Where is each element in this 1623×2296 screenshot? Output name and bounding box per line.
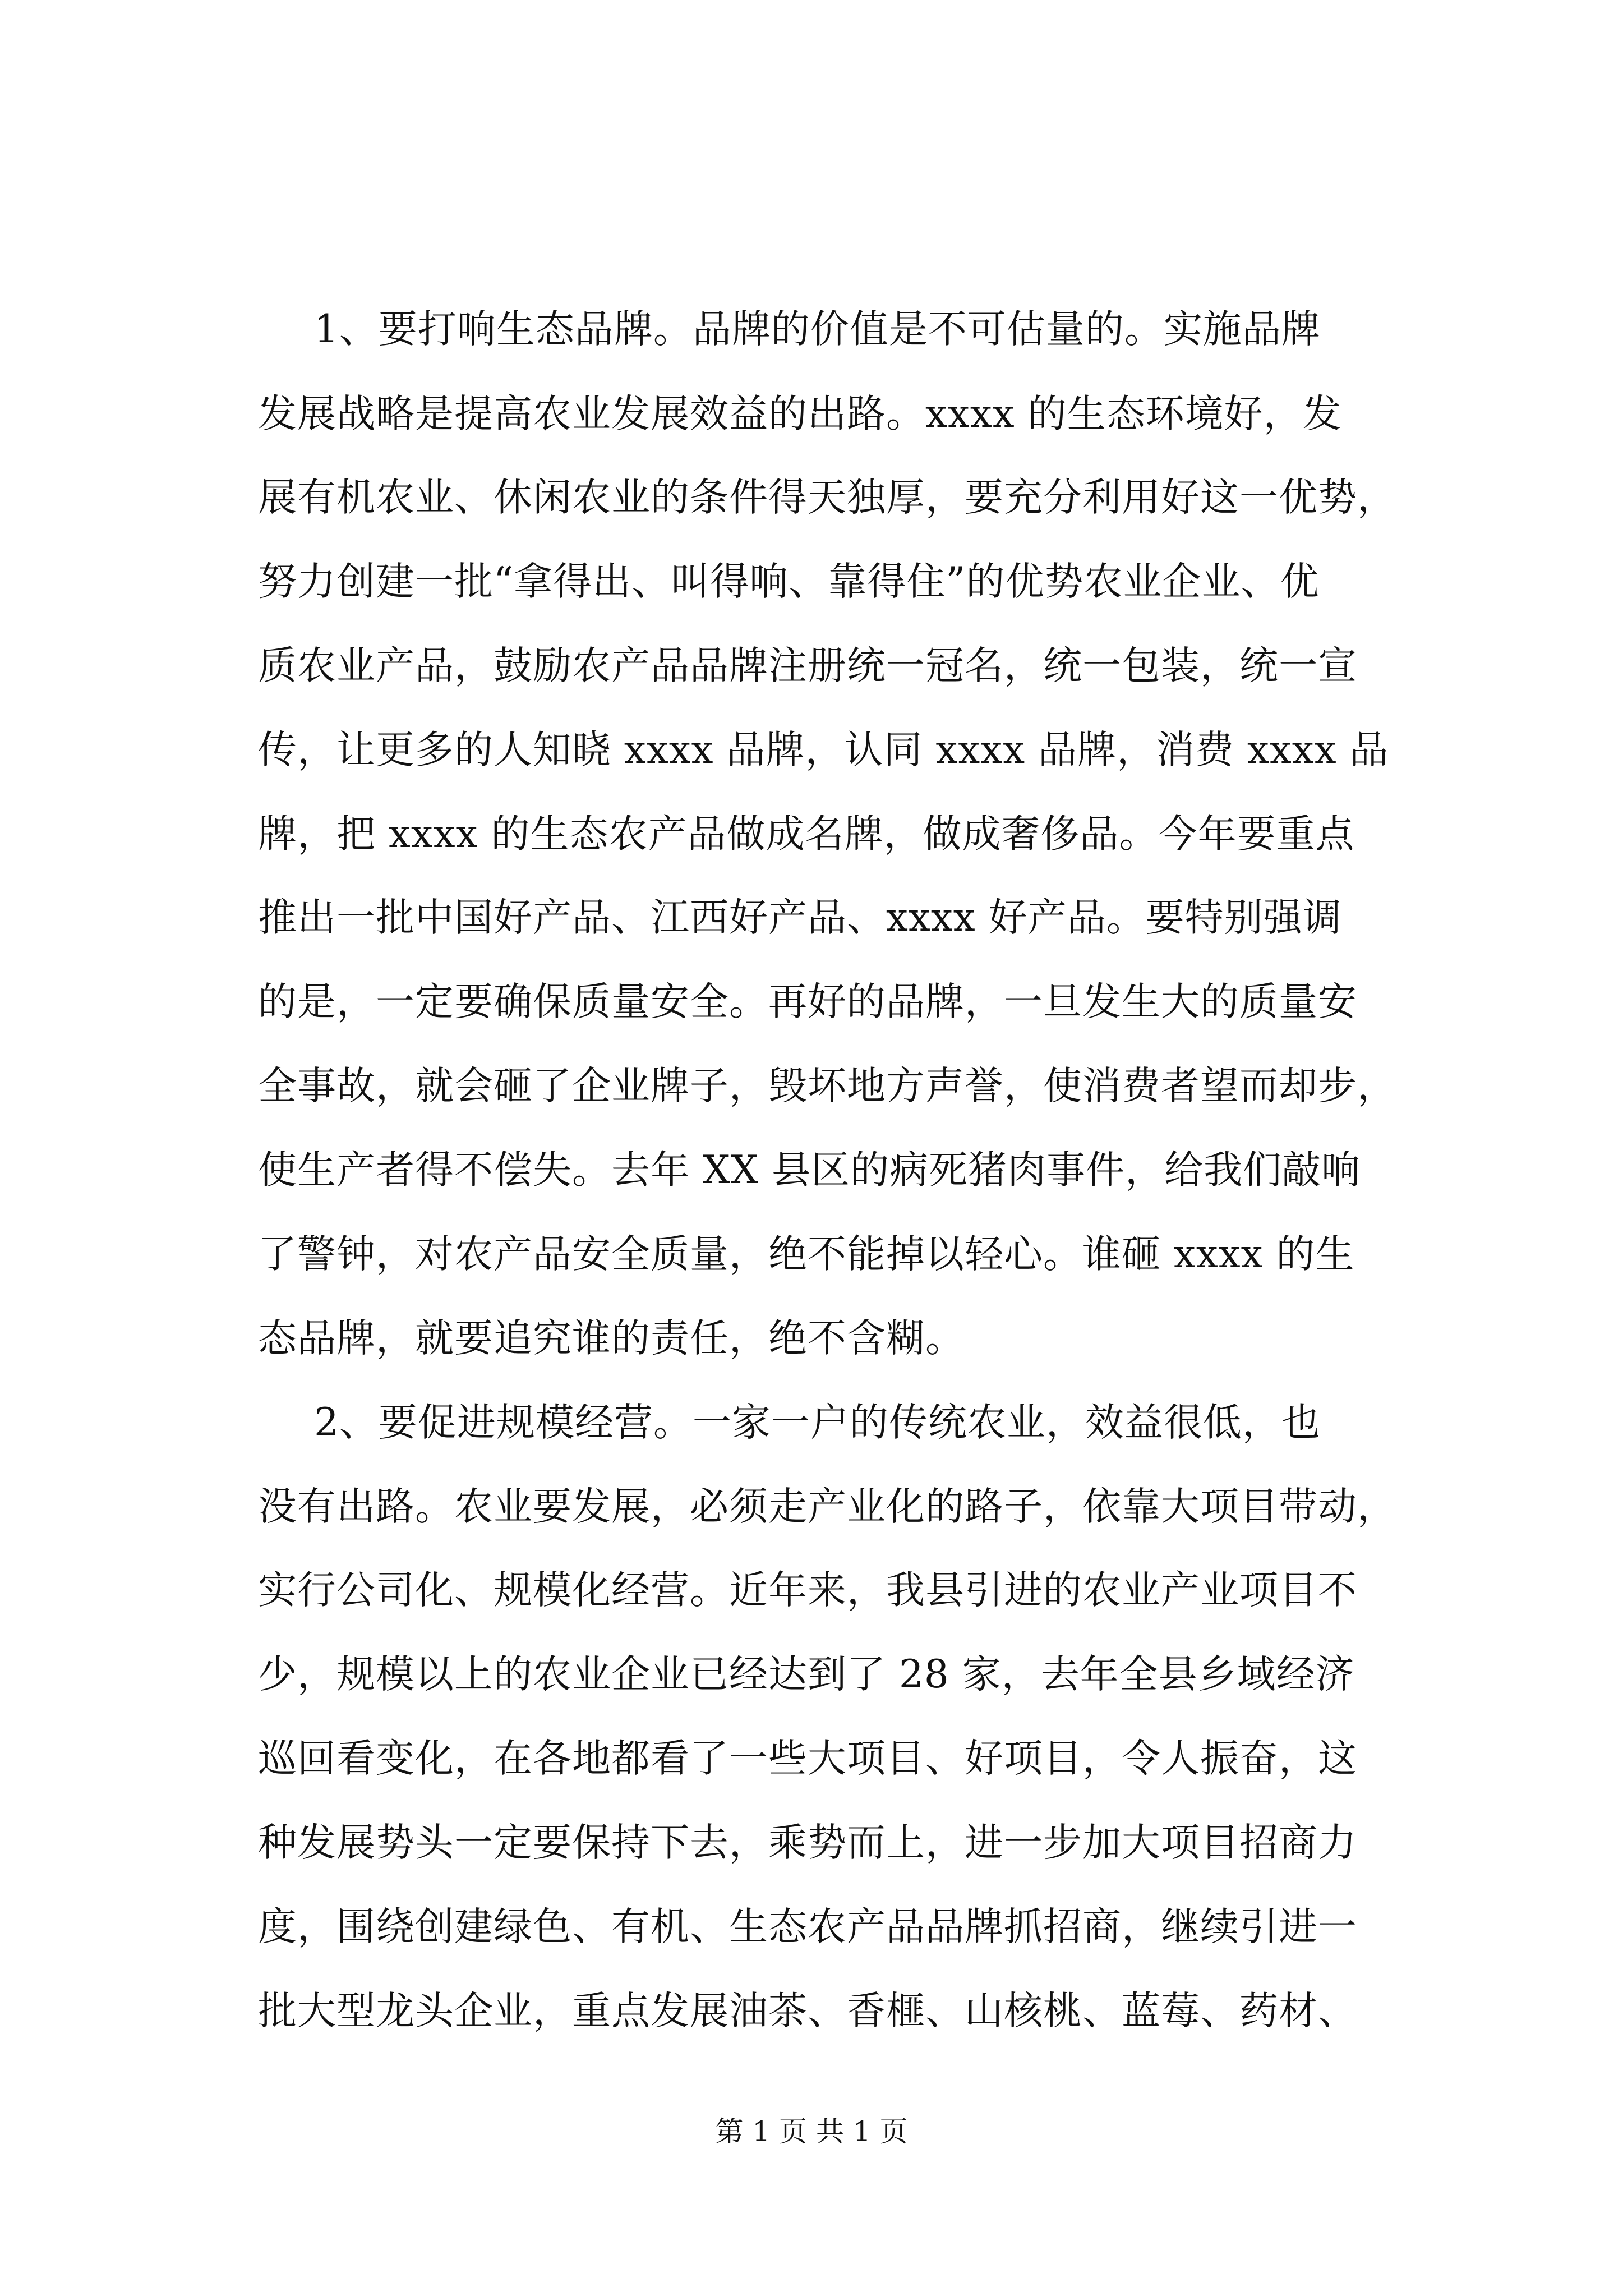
paragraph-1-line-6: 传，让更多的人知晓 xxxx 品牌，认同 xxxx 品牌，消费 xxxx 品 [258,728,1389,772]
paragraph-1-line-1: 1、要打响生态品牌。品牌的价值是不可估量的。实施品牌 [314,307,1321,352]
paragraph-2-line-8: 批大型龙头企业，重点发展油茶、香榧、山核桃、蓝莓、药材、 [258,1989,1357,2033]
paragraph-1-line-2: 发展战略是提高农业发展效益的出路。xxxx 的生态环境好，发 [258,392,1342,436]
paragraph-1-line-11: 使生产者得不偿失。去年 XX 县区的病死猪肉事件，给我们敲响 [258,1148,1361,1193]
paragraph-1-line-4: 努力创建一批“拿得出、叫得响、靠得住”的优势农业企业、优 [258,559,1320,604]
paragraph-1-line-9: 的是，一定要确保质量安全。再好的品牌，一旦发生大的质量安 [258,979,1357,1024]
paragraph-2-line-3: 实行公司化、规模化经营。近年来，我县引进的农业产业项目不 [258,1568,1357,1613]
paragraph-2-line-4: 少，规模以上的农业企业已经达到了 28 家，去年全县乡域经济 [258,1652,1355,1697]
paragraph-2-line-7: 度，围绕创建绿色、有机、生态农产品品牌抓招商，继续引进一 [258,1904,1357,1949]
paragraph-1-line-3: 展有机农业、休闲农业的条件得天独厚，要充分利用好这一优势， [258,475,1396,520]
paragraph-2-line-2: 没有出路。农业要发展，必须走产业化的路子，依靠大项目带动， [258,1484,1396,1529]
paragraph-1-line-12: 了警钟，对农产品安全质量，绝不能掉以轻心。谁砸 xxxx 的生 [258,1232,1355,1277]
paragraph-2-line-6: 种发展势头一定要保持下去，乘势而上，进一步加大项目招商力 [258,1820,1357,1865]
paragraph-2-line-5: 巡回看变化，在各地都看了一些大项目、好项目，令人振奋，这 [258,1736,1357,1781]
paragraph-1-line-8: 推出一批中国好产品、江西好产品、xxxx 好产品。要特别强调 [258,895,1342,940]
page-number-label: 第 1 页 共 1 页 [715,2115,908,2148]
paragraph-2-line-1: 2、要促进规模经营。一家一户的传统农业，效益很低，也 [314,1400,1321,1445]
paragraph-1-line-5: 质农业产品，鼓励农产品品牌注册统一冠名，统一包装，统一宣 [258,643,1357,688]
paragraph-1-line-10: 全事故，就会砸了企业牌子，毁坏地方声誉，使消费者望而却步， [258,1064,1396,1108]
paragraph-1-line-7: 牌，把 xxxx 的生态农产品做成名牌，做成奢侈品。今年要重点 [258,812,1355,857]
page-footer [0,2109,1623,2150]
paragraph-1-line-13: 态品牌，就要追究谁的责任，绝不含糊。 [258,1316,965,1361]
